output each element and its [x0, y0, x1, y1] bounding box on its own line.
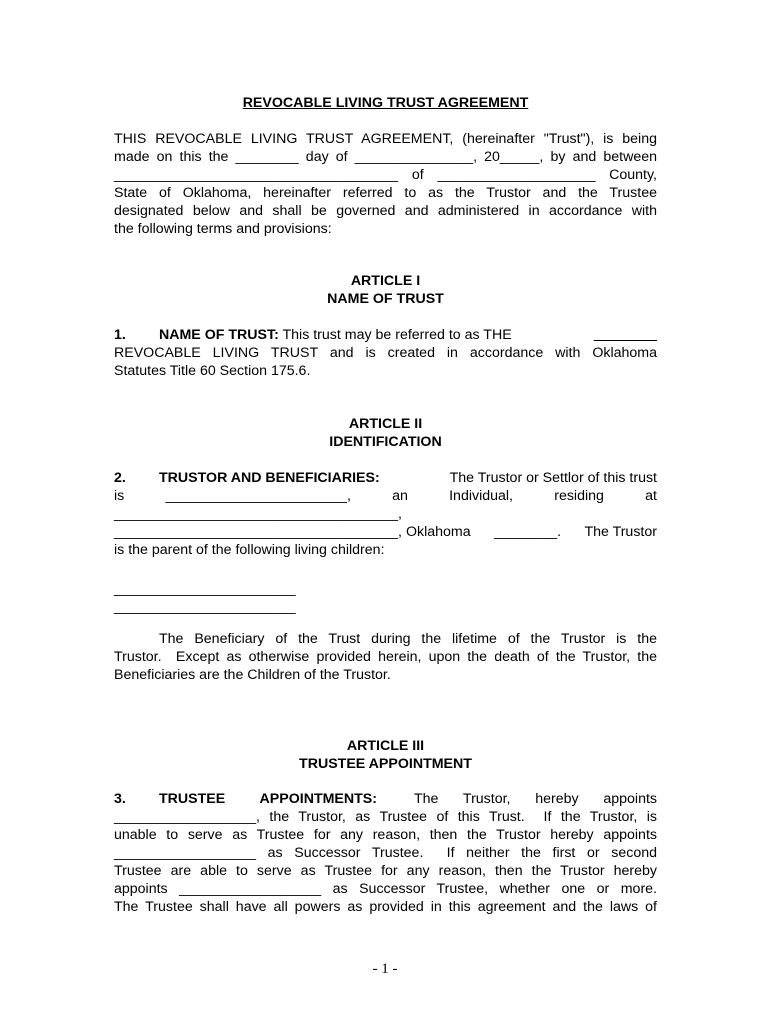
section-3-line-2: __________________, the Trustor, as Trustee of this Trust. If the Trustor, is	[114, 809, 657, 825]
beneficiary-line-3: Beneficiaries are the Children of the Trustor.	[114, 667, 391, 683]
section-2-line-2	[114, 487, 657, 505]
article-3-subheading: TRUSTEE APPOINTMENT	[299, 756, 472, 772]
intro-line-5: designated below and shall be governed and administered in accordance with	[114, 203, 657, 219]
section-1-line-2: REVOCABLE LIVING TRUST and is created in accordance with Oklahoma	[114, 345, 657, 361]
word-4: Individual,	[449, 488, 513, 504]
section-3-label: TRUSTEE APPOINTMENTS:	[159, 791, 377, 807]
section-3-line-3: unable to serve as Trustee for any reason, then the Trustor hereby appoints	[114, 827, 657, 843]
section-1-text: This trust may be referred to as THE	[278, 327, 516, 343]
child-blank-2: _______________________	[114, 599, 296, 615]
section-3-line-7: The Trustee shall have all powers as provided in this agreement and the laws of	[114, 899, 657, 915]
article-2-subheading: IDENTIFICATION	[329, 434, 442, 450]
trust-name-blank: ________	[593, 327, 657, 343]
trustor-name-blank: _______________________,	[165, 488, 351, 504]
section-3-line-1-text: The Trustor, hereby appoints	[414, 791, 657, 807]
section-1-line-3: Statutes Title 60 Section 175.6.	[114, 363, 311, 379]
beneficiary-line-1: The Beneficiary of the Trust during the lifetime of the Trustor is the	[159, 631, 657, 647]
section-3-line-4: __________________ as Successor Trustee. If neither the first or second	[114, 845, 657, 861]
word-1: is	[114, 488, 125, 504]
section-2-line-5: is the parent of the following living children:	[114, 542, 385, 558]
article-2-heading: ARTICLE II	[348, 416, 423, 432]
child-blank-1: _______________________	[114, 581, 296, 597]
address-trailing: The Trustor	[584, 524, 657, 540]
page-number: - 1 -	[372, 961, 398, 977]
section-1-number: 1.	[114, 327, 126, 343]
section-3-line-5: Trustee are able to serve as Trustee for any reason, then the Trustor hereby	[114, 863, 657, 879]
intro-line-1: THIS REVOCABLE LIVING TRUST AGREEMENT, (hereinafter "Trust"), is being	[114, 131, 657, 147]
word-3: an	[392, 488, 408, 504]
article-3-heading: ARTICLE III	[346, 738, 425, 754]
address-line-2	[114, 523, 657, 541]
address-city: ____________________________________, Oklahoma	[114, 524, 471, 540]
intro-line-3: ____________________________________ of ____________________ County,	[114, 167, 657, 183]
intro-line-2: made on this the ________ day of _______________, 20_____, by and between	[114, 149, 657, 165]
article-1-subheading: NAME OF TRUST	[327, 291, 444, 307]
section-2-number: 2.	[114, 470, 126, 486]
beneficiary-line-2: Trustor. Except as otherwise provided herein, upon the death of the Trustor, the	[114, 649, 657, 665]
section-1-label: NAME OF TRUST:	[159, 327, 279, 343]
intro-line-6: the following terms and provisions:	[114, 221, 332, 237]
section-2-line-1-text: The Trustor or Settlor of this trust	[449, 470, 657, 486]
section-3-line-6: appoints __________________ as Successor Trustee, whether one or more.	[114, 881, 657, 897]
intro-line-4: State of Oklahoma, hereinafter referred to as the Trustor and the Trustee	[114, 185, 657, 201]
zip-blank: ________.	[493, 524, 562, 540]
word-5: residing	[554, 488, 604, 504]
document-title: REVOCABLE LIVING TRUST AGREEMENT	[242, 95, 529, 111]
section-3-number: 3.	[114, 791, 126, 807]
article-1-heading: ARTICLE I	[350, 273, 421, 289]
word-6: at	[645, 488, 657, 504]
section-2-label: TRUSTOR AND BENEFICIARIES:	[159, 470, 380, 486]
section-1-line-1	[159, 326, 657, 344]
address-line-1: ____________________________________,	[114, 506, 402, 522]
